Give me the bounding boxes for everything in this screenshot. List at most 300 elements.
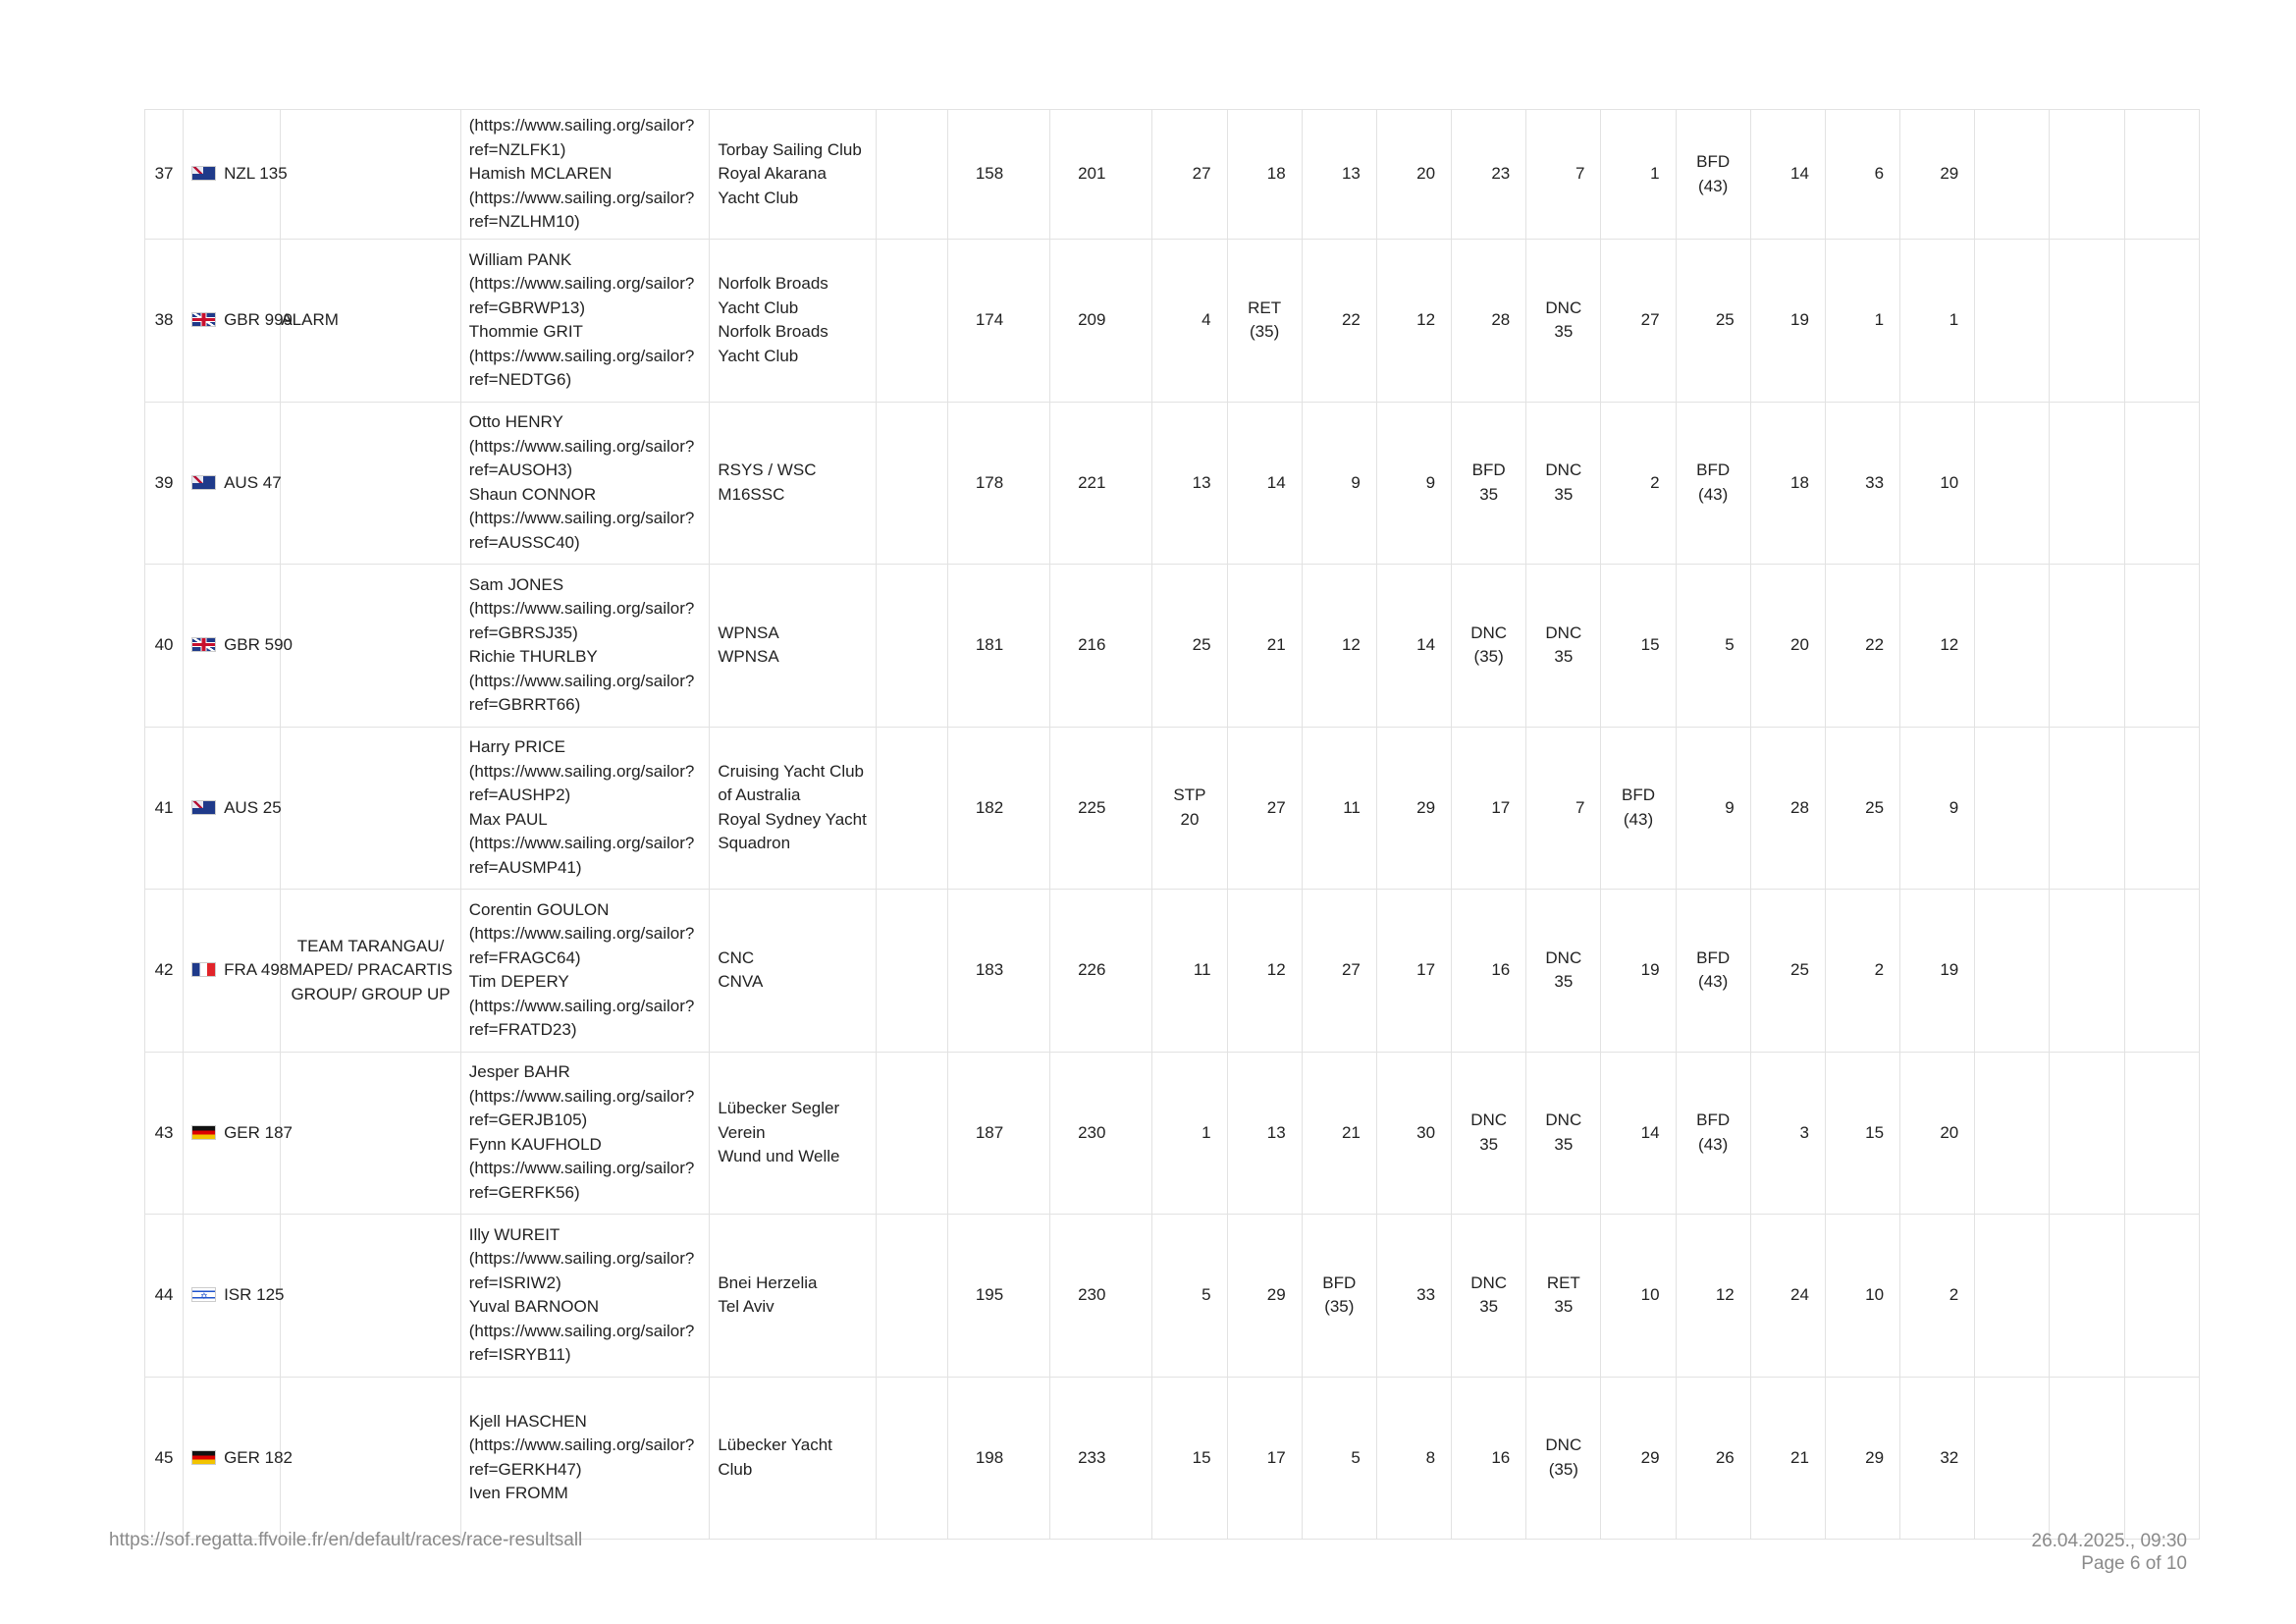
race-score: DNC [1545, 298, 1582, 317]
flag-aus-icon [191, 475, 216, 490]
race-score-cell [1601, 240, 1676, 403]
race-score: 12 [1341, 635, 1361, 654]
race-score: 15 [1865, 1122, 1885, 1142]
boat-name: TEAM TARANGAU/ MAPED/ PRACARTIS GROUP/ GROUP UP [289, 936, 453, 1003]
race-score-cell [1526, 890, 1601, 1053]
crew-line: Fynn KAUFHOLD [468, 1134, 602, 1154]
race-score: 20 [1790, 635, 1809, 654]
rank-cell: 43 [145, 1052, 184, 1215]
race-score-cell [1452, 1377, 1526, 1540]
race-score-cell [1302, 1377, 1376, 1540]
race-score: 3 [1799, 1122, 1809, 1142]
race-score: STP [1173, 785, 1206, 805]
race-score-cell [1302, 240, 1376, 403]
crew-line[interactable]: (https://www.sailing.org/sailor? [468, 924, 695, 944]
crew-line[interactable]: (https://www.sailing.org/sailor? [468, 1249, 695, 1269]
race-score-cell [1152, 890, 1227, 1053]
race-score-cell [1302, 402, 1376, 565]
crew-line[interactable]: ref=ISRYB11) [468, 1345, 571, 1365]
crew-line: Jesper BAHR [468, 1062, 570, 1082]
race-score: 21 [1790, 1447, 1809, 1467]
race-score: 1 [1874, 310, 1885, 329]
race-score-cell [1452, 1215, 1526, 1378]
race-score-cell [1452, 402, 1526, 565]
race-score: 9 [1949, 797, 1959, 817]
total-points-cell: 209 [1050, 240, 1152, 403]
race-score: 28 [1790, 797, 1809, 817]
race-score: 10 [1940, 472, 1959, 492]
club-cell [710, 1377, 876, 1540]
crew-line: Harry PRICE [468, 737, 565, 757]
crew-line[interactable]: ref=GBRSJ35) [468, 623, 578, 642]
race-score-cell [1825, 240, 1899, 403]
crew-line[interactable]: ref=FRAGC64) [468, 947, 581, 967]
table-row [145, 727, 2200, 890]
flag-ger-icon [191, 1450, 216, 1465]
net-points-cell: 158 [947, 110, 1049, 240]
race-score-cell [2124, 110, 2199, 240]
crew-cell [460, 110, 710, 240]
race-score: 14 [1266, 472, 1286, 492]
race-score: 35 [1554, 1297, 1574, 1317]
race-score-cell [1975, 1377, 2050, 1540]
race-score-cell [1302, 890, 1376, 1053]
crew-line[interactable]: (https://www.sailing.org/sailor? [468, 1435, 695, 1455]
crew-cell [460, 1215, 710, 1378]
club-line: Bnei Herzelia [718, 1272, 818, 1292]
race-score-cell [1452, 890, 1526, 1053]
club-line: Royal Sydney Yacht [718, 809, 867, 829]
race-score: 10 [1865, 1285, 1885, 1304]
race-score: 35 [1554, 647, 1574, 667]
race-score: 29 [1640, 1447, 1660, 1467]
crew-line[interactable]: (https://www.sailing.org/sailor? [468, 346, 695, 365]
race-score: (43) [1698, 484, 1729, 504]
sail-number: AUS 47 [224, 472, 282, 492]
race-score-cell [1900, 727, 1975, 890]
race-score-cell [1900, 565, 1975, 728]
race-score: DNC [1545, 1110, 1582, 1130]
flag-isr-icon [191, 1287, 216, 1302]
race-score: 22 [1865, 635, 1885, 654]
crew-line[interactable]: (https://www.sailing.org/sailor? [468, 599, 695, 619]
race-score: 11 [1193, 960, 1211, 979]
empty-cell [876, 402, 947, 565]
race-score: 35 [1479, 1134, 1499, 1154]
race-score: 35 [1479, 484, 1499, 504]
race-score-cell [2124, 1377, 2199, 1540]
race-score: 21 [1266, 635, 1286, 654]
club-line: RSYS / WSC [718, 460, 817, 480]
empty-cell [876, 1215, 947, 1378]
race-score-cell [1227, 1215, 1302, 1378]
race-score-cell [1227, 727, 1302, 890]
table-row [145, 402, 2200, 565]
race-score: 20 [1940, 1122, 1959, 1142]
sail-number-cell [184, 402, 281, 565]
total-points-cell: 226 [1050, 890, 1152, 1053]
net-points-cell: 195 [947, 1215, 1049, 1378]
race-score: 20 [1416, 164, 1436, 184]
flag-gbr-icon [191, 637, 216, 652]
crew-line[interactable]: (https://www.sailing.org/sailor? [468, 1086, 695, 1106]
crew-line[interactable]: ref=ISRIW2) [468, 1272, 561, 1292]
crew-line: Yuval BARNOON [468, 1297, 600, 1317]
club-cell [710, 402, 876, 565]
race-score: 12 [1416, 310, 1436, 329]
race-score: 35 [1554, 972, 1574, 992]
boat-name-cell [281, 565, 460, 728]
rank-cell: 41 [145, 727, 184, 890]
race-score-cell [2050, 110, 2124, 240]
race-score: 6 [1874, 164, 1885, 184]
crew-line[interactable]: ref=GERFK56) [468, 1182, 580, 1202]
crew-cell [460, 890, 710, 1053]
race-score-cell [1601, 727, 1676, 890]
club-line: WPNSA [718, 623, 779, 642]
race-score: 30 [1416, 1122, 1436, 1142]
footer-meta [2032, 1530, 2187, 1575]
race-score: 25 [1865, 797, 1885, 817]
crew-line[interactable]: (https://www.sailing.org/sailor? [468, 1159, 695, 1178]
race-score: 18 [1790, 472, 1809, 492]
empty-cell [876, 565, 947, 728]
race-score-cell [2050, 402, 2124, 565]
sail-number: NZL 135 [224, 164, 288, 184]
race-score: 17 [1416, 960, 1436, 979]
crew-line: Sam JONES [468, 574, 564, 594]
race-score: 28 [1491, 310, 1511, 329]
race-score-cell [2124, 727, 2199, 890]
race-score-cell [1526, 110, 1601, 240]
race-score-cell [1152, 1052, 1227, 1215]
race-score: (35) [1250, 322, 1280, 342]
race-score-cell [1376, 1377, 1451, 1540]
race-score-cell [1452, 565, 1526, 728]
race-score-cell [1601, 402, 1676, 565]
crew-line[interactable]: (https://www.sailing.org/sailor? [468, 996, 695, 1015]
crew-line[interactable]: ref=GERJB105) [468, 1110, 588, 1130]
race-score: 24 [1790, 1285, 1809, 1304]
race-score-cell [1750, 110, 1825, 240]
crew-line[interactable]: ref=NEDTG6) [468, 370, 572, 390]
net-points-cell: 198 [947, 1377, 1049, 1540]
race-score-cell [1227, 890, 1302, 1053]
club-line: Cruising Yacht Club [718, 761, 865, 781]
flag-nzl-icon [191, 166, 216, 181]
race-score: 19 [1790, 310, 1809, 329]
race-score: 35 [1479, 1297, 1499, 1317]
race-score: 21 [1341, 1122, 1361, 1142]
race-score-cell [1900, 1052, 1975, 1215]
sail-number: GER 187 [224, 1122, 294, 1142]
club-line: Tel Aviv [718, 1297, 774, 1317]
crew-cell [460, 240, 710, 403]
net-points-cell: 183 [947, 890, 1049, 1053]
race-score-cell [2124, 240, 2199, 403]
race-score-cell [1900, 1377, 1975, 1540]
race-score: (43) [1698, 1134, 1729, 1154]
empty-cell [876, 1052, 947, 1215]
race-score-cell [1676, 110, 1750, 240]
crew-cell [460, 565, 710, 728]
boat-name-cell [281, 1215, 460, 1378]
table-row [145, 240, 2200, 403]
club-cell [710, 565, 876, 728]
race-score-cell [2050, 1377, 2124, 1540]
race-score-cell [1152, 110, 1227, 240]
race-score-cell [1376, 565, 1451, 728]
flag-ger-icon [191, 1125, 216, 1140]
total-points-cell: 221 [1050, 402, 1152, 565]
crew-line[interactable]: ref=GBRWP13) [468, 298, 586, 317]
race-score-cell [1152, 240, 1227, 403]
crew-line: Thommie GRIT [468, 322, 583, 342]
race-score: 33 [1416, 1285, 1436, 1304]
crew-cell [460, 1377, 710, 1540]
boat-name-cell [281, 727, 460, 890]
race-score: 26 [1715, 1447, 1735, 1467]
race-score: 35 [1554, 322, 1574, 342]
table-row [145, 1052, 2200, 1215]
race-score-cell [1376, 890, 1451, 1053]
race-score-cell [1452, 727, 1526, 890]
table-row [145, 890, 2200, 1053]
rank-cell: 44 [145, 1215, 184, 1378]
rank-cell: 39 [145, 402, 184, 565]
sail-number-cell [184, 727, 281, 890]
rank-cell: 37 [145, 110, 184, 240]
race-score-cell [2050, 1052, 2124, 1215]
race-score: 13 [1192, 472, 1211, 492]
race-score: DNC [1470, 623, 1508, 642]
sail-number-cell [184, 1215, 285, 1378]
race-score: 1 [1650, 164, 1660, 184]
race-score-cell [2124, 890, 2199, 1053]
crew-line: Hamish MCLAREN [468, 164, 613, 184]
club-line: Norfolk Broads [718, 322, 828, 342]
club-line: CNVA [718, 972, 764, 992]
race-score-cell [1227, 1052, 1302, 1215]
crew-line[interactable]: ref=GBRRT66) [468, 695, 581, 715]
race-score-cell [1825, 565, 1899, 728]
club-cell [710, 110, 876, 240]
race-score-cell [1376, 110, 1451, 240]
race-score-cell [1825, 1377, 1899, 1540]
crew-cell [460, 402, 710, 565]
crew-cell [460, 727, 710, 890]
race-score-cell [1825, 1215, 1899, 1378]
empty-cell [876, 110, 947, 240]
race-score: (43) [1623, 809, 1654, 829]
race-score-cell [1825, 402, 1899, 565]
race-score-cell [1750, 565, 1825, 728]
race-score: 10 [1640, 1285, 1660, 1304]
results-table-container [144, 109, 2200, 1503]
race-score: 9 [1425, 472, 1436, 492]
total-points-cell: 230 [1050, 1215, 1152, 1378]
race-score-cell [1452, 1052, 1526, 1215]
race-score: BFD [1322, 1272, 1357, 1292]
crew-line[interactable]: (https://www.sailing.org/sailor? [468, 1321, 695, 1340]
race-score-cell [1302, 727, 1376, 890]
club-line: Torbay Sailing Club [718, 139, 862, 159]
total-points-cell: 216 [1050, 565, 1152, 728]
race-score: 22 [1341, 310, 1361, 329]
race-score: DNC [1470, 1110, 1508, 1130]
race-score: 23 [1491, 164, 1511, 184]
net-points-cell: 174 [947, 240, 1049, 403]
race-score-cell [1376, 1215, 1451, 1378]
crew-line[interactable]: (https://www.sailing.org/sailor? [468, 436, 695, 456]
race-score: DNC [1545, 623, 1582, 642]
table-row [145, 1215, 2200, 1378]
crew-line: Corentin GOULON [468, 899, 610, 919]
crew-line[interactable]: (https://www.sailing.org/sailor? [468, 116, 695, 135]
race-score-cell [1825, 727, 1899, 890]
total-points-cell: 225 [1050, 727, 1152, 890]
club-line: Lübecker Segler [718, 1099, 840, 1117]
crew-line[interactable]: (https://www.sailing.org/sailor? [468, 188, 695, 207]
total-points-cell: 201 [1050, 110, 1152, 240]
race-score: 14 [1790, 164, 1809, 184]
race-score-cell [1750, 402, 1825, 565]
race-score: 29 [1865, 1447, 1885, 1467]
race-score: 17 [1266, 1447, 1286, 1467]
club-line: Club [718, 1459, 753, 1479]
crew-line[interactable]: (https://www.sailing.org/sailor? [468, 671, 695, 690]
race-score-cell [2124, 1215, 2199, 1378]
net-points-cell: 187 [947, 1052, 1049, 1215]
race-score-cell [2124, 565, 2199, 728]
race-score: 33 [1865, 472, 1885, 492]
race-score-cell [1750, 1052, 1825, 1215]
race-score: 19 [1940, 960, 1959, 979]
race-score-cell [2050, 890, 2124, 1053]
race-score-cell [1900, 240, 1975, 403]
footer-url[interactable]: https://sof.regatta.ffvoile.fr/en/default/races/race-resultsall [109, 1530, 583, 1550]
boat-name-cell [281, 240, 460, 403]
race-score: RET [1248, 298, 1282, 317]
race-score-cell [1750, 240, 1825, 403]
race-score-cell [1676, 565, 1750, 728]
race-score-cell [1152, 402, 1227, 565]
rank-cell: 42 [145, 890, 184, 1053]
race-score-cell [1526, 1215, 1601, 1378]
club-line: Yacht Club [718, 188, 799, 207]
race-results-table [144, 109, 2200, 1540]
race-score: 27 [1640, 310, 1660, 329]
race-score: 2 [1949, 1285, 1959, 1304]
club-cell [710, 1052, 876, 1215]
race-score-cell [1526, 402, 1601, 565]
race-score-cell [1376, 1052, 1451, 1215]
race-score-cell [1452, 110, 1526, 240]
crew-line[interactable]: ref=NZLFK1) [468, 139, 566, 159]
race-score-cell [2124, 1052, 2199, 1215]
sail-number: GBR 999 [224, 310, 294, 329]
race-score-cell [1152, 1215, 1227, 1378]
sail-number-cell [184, 110, 288, 240]
crew-line[interactable]: ref=NZLHM10) [468, 212, 580, 232]
race-score: 1 [1201, 1122, 1211, 1142]
race-score-cell [1975, 890, 2050, 1053]
crew-line[interactable]: (https://www.sailing.org/sailor? [468, 274, 695, 294]
race-score: 35 [1554, 1134, 1574, 1154]
race-score-cell [1601, 1377, 1676, 1540]
club-line: Squadron [718, 834, 791, 853]
race-score: (35) [1324, 1297, 1355, 1317]
race-score: 16 [1491, 960, 1511, 979]
boat-name-cell [281, 1377, 460, 1540]
race-score-cell [1975, 1215, 2050, 1378]
crew-line[interactable]: ref=AUSMP41) [468, 857, 582, 877]
race-score: 5 [1201, 1285, 1211, 1304]
race-score-cell [1601, 110, 1676, 240]
race-score-cell [1526, 565, 1601, 728]
crew-line[interactable]: ref=AUSOH3) [468, 460, 573, 480]
race-score: 27 [1266, 797, 1286, 817]
race-score: 16 [1491, 1447, 1511, 1467]
race-score-cell [1376, 727, 1451, 890]
empty-cell [876, 240, 947, 403]
race-score: 25 [1790, 960, 1809, 979]
crew-line[interactable]: ref=AUSHP2) [468, 785, 571, 805]
race-score: RET [1546, 1272, 1580, 1292]
race-score: 25 [1192, 635, 1211, 654]
race-score: 14 [1640, 1122, 1660, 1142]
race-score: 12 [1715, 1285, 1735, 1304]
race-score: 29 [1416, 797, 1436, 817]
race-score: (43) [1698, 176, 1729, 195]
empty-cell [876, 1377, 947, 1540]
race-score-cell [1975, 727, 2050, 890]
race-score: 14 [1416, 635, 1436, 654]
race-score: 19 [1640, 960, 1660, 979]
club-cell [710, 1215, 876, 1378]
crew-line[interactable]: ref=GERKH47) [468, 1459, 582, 1479]
crew-line[interactable]: ref=AUSSC40) [468, 532, 580, 552]
crew-line[interactable]: (https://www.sailing.org/sailor? [468, 509, 695, 528]
sail-number: FRA 498 [224, 960, 290, 979]
race-score-cell [2050, 565, 2124, 728]
race-score-cell [2124, 402, 2199, 565]
race-score: 27 [1341, 960, 1361, 979]
club-line: of Australia [718, 785, 801, 805]
crew-line[interactable]: (https://www.sailing.org/sailor? [468, 834, 695, 853]
total-points-cell: 230 [1050, 1052, 1152, 1215]
race-score: 2 [1874, 960, 1885, 979]
race-score-cell [2050, 1215, 2124, 1378]
race-score-cell [1750, 1215, 1825, 1378]
race-score-cell [1825, 110, 1899, 240]
table-row [145, 1377, 2200, 1540]
race-score: 2 [1650, 472, 1660, 492]
race-score: 17 [1491, 797, 1511, 817]
race-score: (35) [1473, 647, 1504, 667]
table-row [145, 110, 2200, 240]
race-score-cell [1900, 402, 1975, 565]
race-score-cell [1452, 240, 1526, 403]
crew-line[interactable]: (https://www.sailing.org/sailor? [468, 761, 695, 781]
race-score-cell [1227, 110, 1302, 240]
crew-line[interactable]: ref=FRATD23) [468, 1020, 577, 1040]
race-score-cell [1152, 1377, 1227, 1540]
race-score: 12 [1266, 960, 1286, 979]
rank-cell: 40 [145, 565, 184, 728]
rank-cell: 38 [145, 240, 184, 403]
race-score-cell [1676, 1215, 1750, 1378]
